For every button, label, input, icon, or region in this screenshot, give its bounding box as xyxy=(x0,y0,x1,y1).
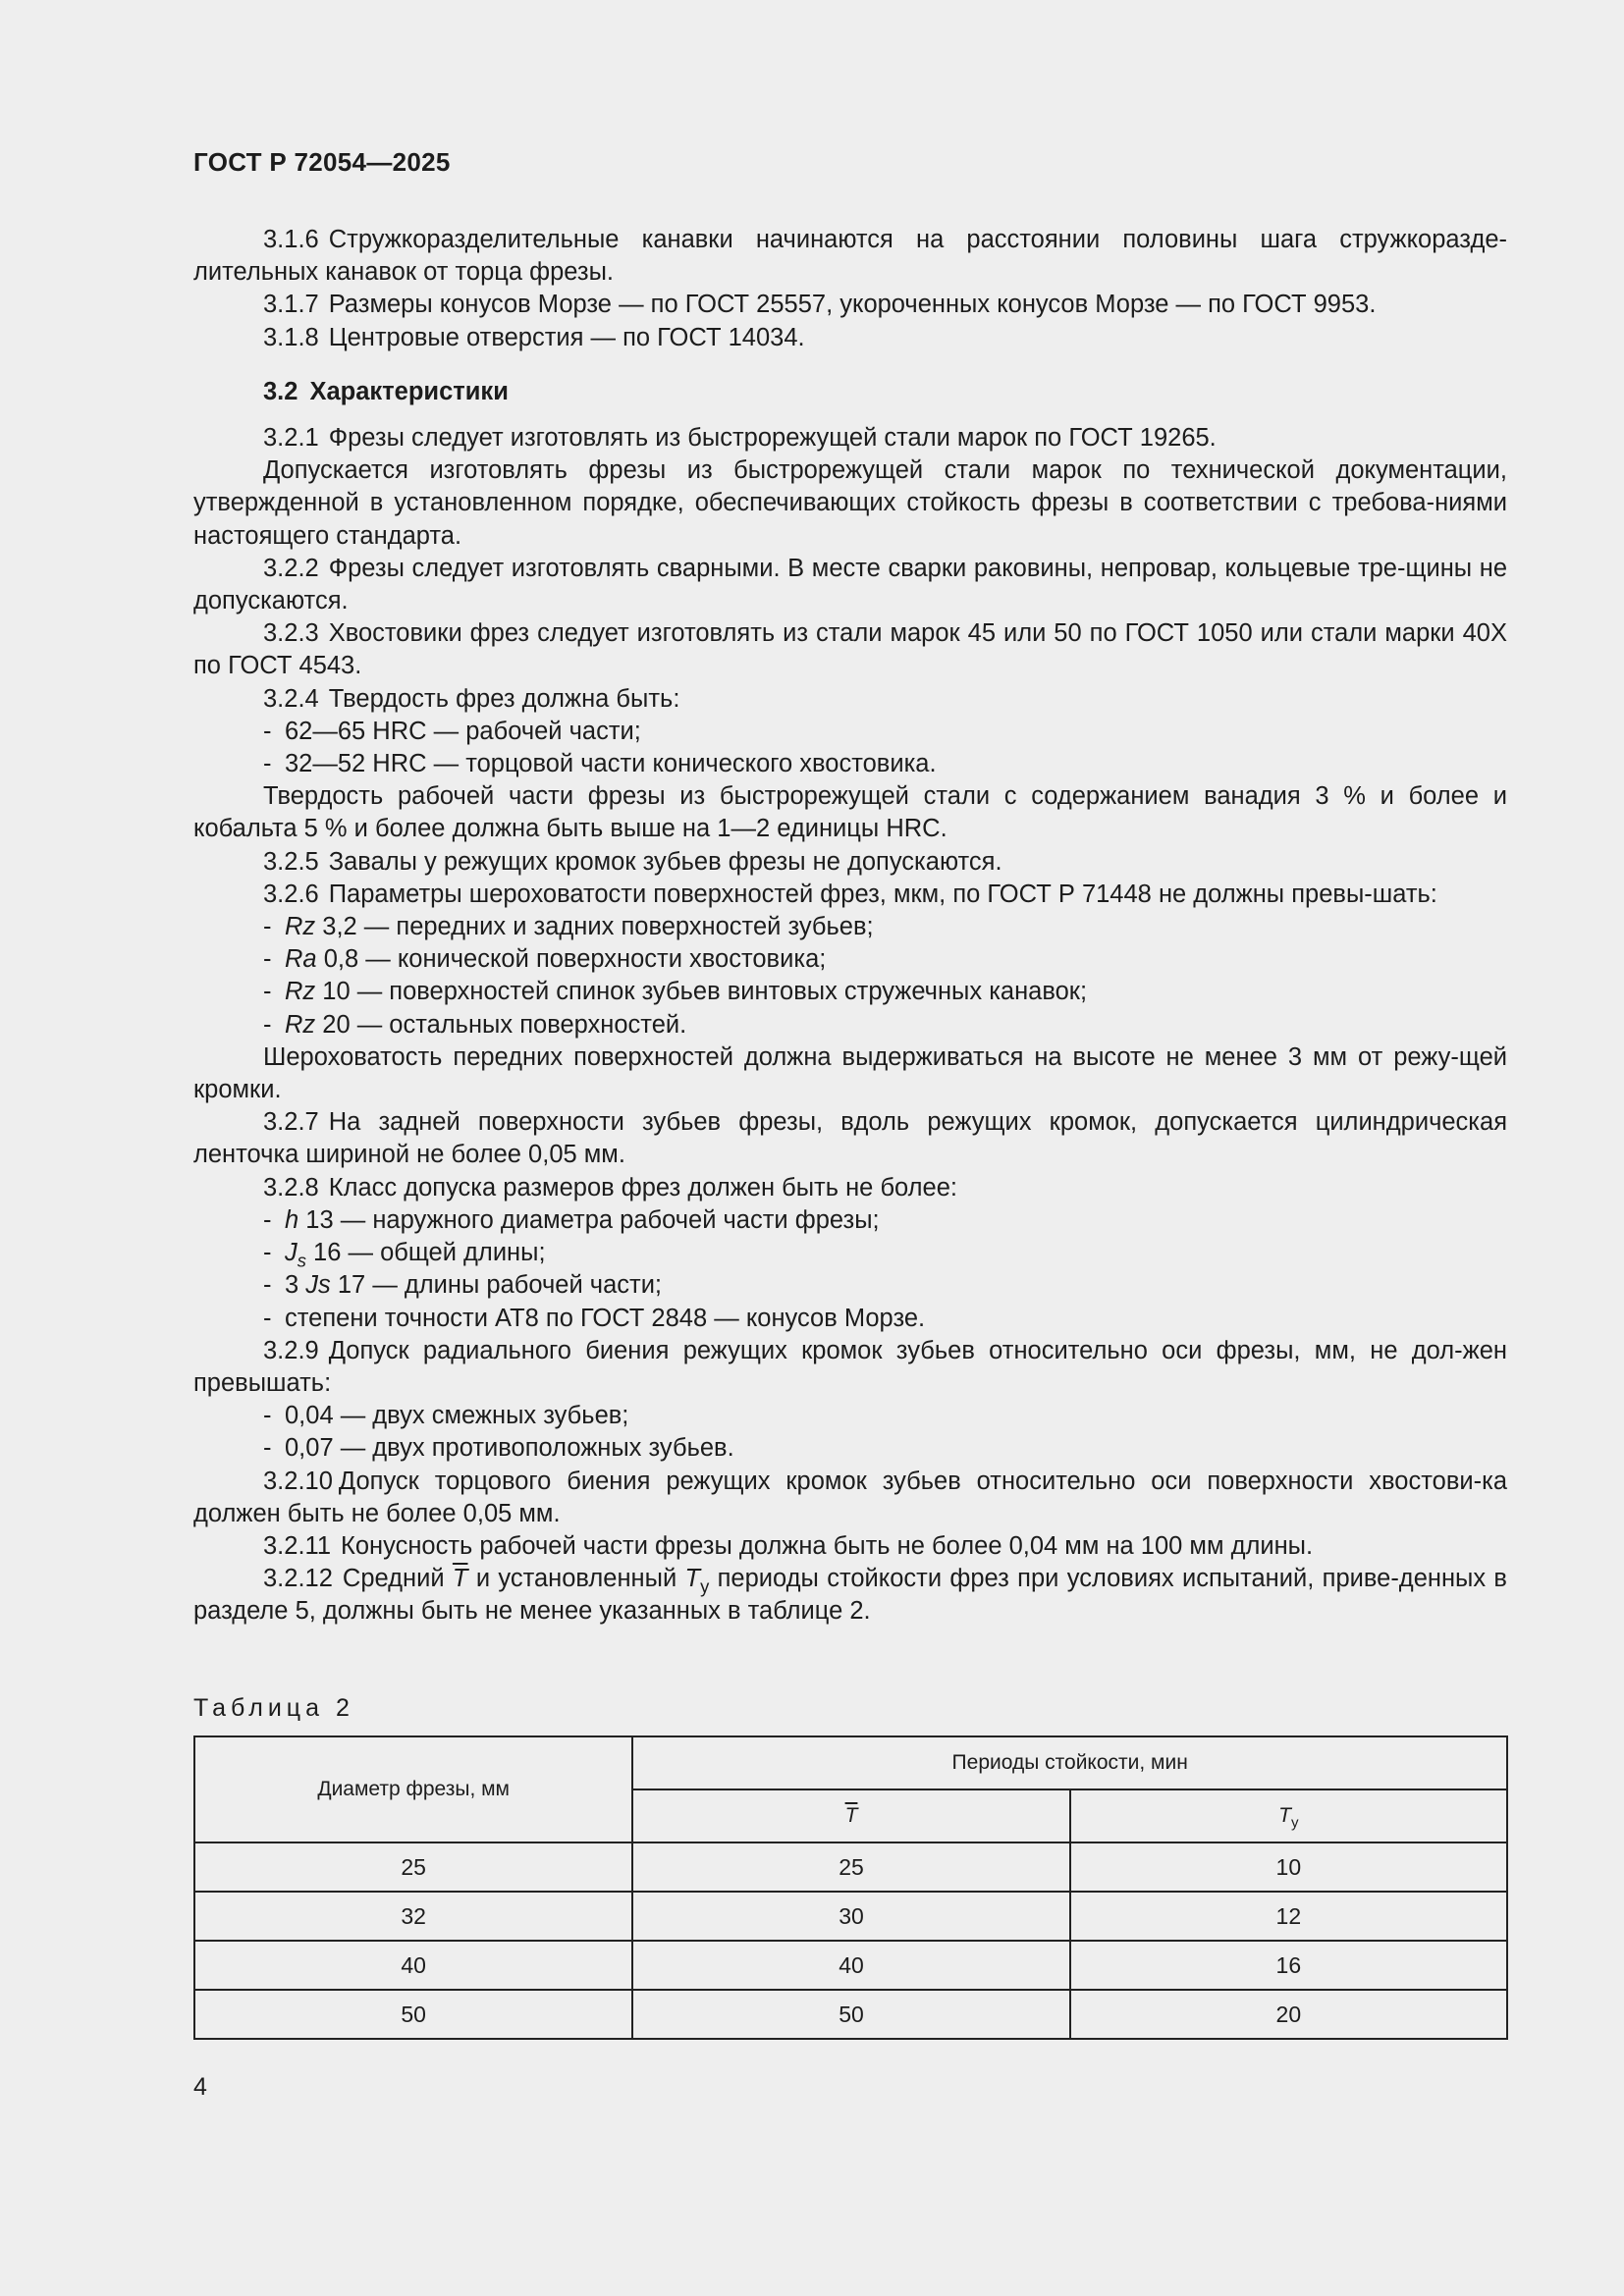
clause-number: 3.2.12 xyxy=(263,1565,333,1593)
page-number: 4 xyxy=(193,2073,207,2101)
clause-number: 3.2.4 xyxy=(263,684,319,713)
paragraph-3-2-6 xyxy=(193,879,1507,911)
list-item: - Ra 0,8 — конической поверхности хвостовика; xyxy=(263,945,827,974)
paragraph-3-2-2 xyxy=(193,553,1507,617)
clause-number: 3.2.7 xyxy=(263,1108,319,1137)
list-item: - 3 Js 17 — длины рабочей части; xyxy=(263,1271,663,1300)
clause-text: Конусность рабочей части фрезы должна быть не более 0,04 мм на 100 мм длины. xyxy=(341,1531,1314,1560)
section-title: Характеристики xyxy=(309,377,509,405)
section-heading-3-2 xyxy=(193,376,1507,408)
paragraph-3-2-4 xyxy=(193,683,1507,716)
mean-life-symbol: $\overline{T}$ xyxy=(452,1565,468,1593)
paragraph-3-2-9 xyxy=(193,1335,1507,1400)
list-item: - степени точности АТ8 по ГОСТ 2848 — конусов Морзе. xyxy=(263,1304,926,1332)
column-header-periods: Периоды стойкости, мин xyxy=(632,1736,1507,1789)
tolerance-symbol: J xyxy=(285,1239,298,1267)
table-row xyxy=(194,1842,1507,1892)
list-item: - 0,04 — двух смежных зубьев; xyxy=(263,1402,629,1430)
paragraph-3-2-3 xyxy=(193,617,1507,682)
paragraph-3-1-8 xyxy=(193,322,1507,354)
clause-text: Допуск радиального биения режущих кромок зубьев относительно оси фрезы, мм, не дол-жен превышать: xyxy=(193,1336,1507,1397)
list-item: - h 13 — наружного диаметра рабочей части фрезы; xyxy=(263,1205,880,1234)
paragraph-3-2-4-cont: Твердость рабочей части фрезы из быстрорежущей стали с содержанием ванадия 3 % и более и кобальта 5 % и более должна быть выше на 1—2 единицы HRC. xyxy=(193,782,1507,843)
paragraph-3-2-5 xyxy=(193,846,1507,879)
tolerance-subscript: s xyxy=(297,1250,306,1271)
table-row xyxy=(194,1892,1507,1941)
durability-table xyxy=(193,1735,1508,2040)
clause-number: 3.1.7 xyxy=(263,291,319,319)
cell-set-life: 12 xyxy=(1070,1892,1507,1941)
paragraph-3-2-10 xyxy=(193,1466,1507,1530)
clause-number: 3.2.11 xyxy=(263,1531,332,1560)
roughness-symbol: Rz xyxy=(285,913,316,941)
list-item: - Rz 10 — поверхностей спинок зубьев винтовых стружечных канавок; xyxy=(263,978,1088,1006)
clause-text: Фрезы следует изготовлять из быстрорежущей стали марок по ГОСТ 19265. xyxy=(328,424,1217,453)
roughness-symbol: Ra xyxy=(285,945,317,974)
cell-diameter: 32 xyxy=(194,1892,632,1941)
clause-text: Центровые отверстия — по ГОСТ 14034. xyxy=(328,323,805,351)
clause-text: На задней поверхности зубьев фрезы, вдоль режущих кромок, допускается цилиндрическая ленточка шириной не более 0,05 мм. xyxy=(193,1108,1507,1169)
paragraph-3-1-6 xyxy=(193,224,1507,289)
document-header: ГОСТ Р 72054—2025 xyxy=(193,147,451,177)
clause-text: Стружкоразделительные канавки начинаются на расстоянии половины шага стружкоразде-лительных канавок от торца фрезы. xyxy=(193,226,1507,287)
set-life-subscript: у xyxy=(700,1575,710,1597)
paragraph-3-2-8 xyxy=(193,1172,1507,1204)
clause-text: Твердость фрез должна быть: xyxy=(328,684,680,713)
column-header-mean-life: $\overline{T}$ xyxy=(632,1789,1069,1842)
clause-text: Допуск торцового биения режущих кромок зубьев относительно оси поверхности хвостови-ка должен быть не более 0,05 мм. xyxy=(193,1467,1507,1527)
cell-set-life: 20 xyxy=(1070,1990,1507,2039)
clause-number: 3.2.1 xyxy=(263,424,319,453)
clause-number: 3.2.5 xyxy=(263,847,319,876)
cell-mean-life: 50 xyxy=(632,1990,1069,2039)
column-header-set-life: $T_у$ xyxy=(1070,1789,1507,1842)
cell-set-life: 10 xyxy=(1070,1842,1507,1892)
roughness-symbol: Rz xyxy=(285,978,316,1006)
clause-number: 3.2.8 xyxy=(263,1173,319,1201)
clause-text: Размеры конусов Морзе — по ГОСТ 25557, укороченных конусов Морзе — по ГОСТ 9953. xyxy=(328,291,1377,319)
clause-number: 3.2.10 xyxy=(263,1467,333,1495)
paragraph-3-2-12: 3.2.12 Средний $\overline{T}$ и установленный $T_у$ периоды стойкости фрез при условиях испытаний, приве-денных в разделе 5, должны быть не менее указанных в таблице 2. xyxy=(193,1565,1507,1626)
paragraph-3-1-7 xyxy=(193,289,1507,321)
cell-mean-life: 25 xyxy=(632,1842,1069,1892)
list-item: - 62—65 HRC — рабочей части; xyxy=(263,717,641,745)
clause-number: 3.1.6 xyxy=(263,226,319,253)
table-row xyxy=(194,1990,1507,2039)
clause-text: Класс допуска размеров фрез должен быть не более: xyxy=(328,1173,957,1201)
cell-diameter: 40 xyxy=(194,1941,632,1990)
clause-text: Завалы у режущих кромок зубьев фрезы не допускаются. xyxy=(328,847,1002,876)
list-item: - 32—52 HRC — торцовой части конического хвостовика. xyxy=(263,750,937,778)
column-header-diameter: Диаметр фрезы, мм xyxy=(194,1736,632,1842)
clause-number: 3.2.6 xyxy=(263,880,319,908)
clause-number: 3.2.2 xyxy=(263,554,319,582)
clause-text: Фрезы следует изготовлять сварными. В месте сварки раковины, непровар, кольцевые тре-щины не допускаются. xyxy=(193,554,1507,615)
clause-number: 3.2.9 xyxy=(263,1336,319,1364)
list-item: - Rz 20 — остальных поверхностей. xyxy=(263,1010,687,1039)
table-caption: Таблица 2 xyxy=(193,1694,354,1722)
paragraph-3-2-1-cont: Допускается изготовлять фрезы из быстрорежущей стали марок по технической документации, утвержденной в установленном порядке, обеспечивающих стойкость фрезы в соответствии с требова-ниями настоящего стандарта. xyxy=(193,456,1507,550)
clause-number: 3.1.8 xyxy=(263,323,319,351)
cell-diameter: 50 xyxy=(194,1990,632,2039)
clause-number: 3.2.3 xyxy=(263,619,319,648)
cell-mean-life: 30 xyxy=(632,1892,1069,1941)
paragraph-3-2-6-cont: Шероховатость передних поверхностей должна выдерживаться на высоте не менее 3 мм от режу-щей кромки. xyxy=(193,1042,1507,1104)
set-life-symbol: T xyxy=(684,1565,701,1593)
list-item: - $J_s$ 16 — общей длины; xyxy=(263,1239,546,1271)
list-item: - 0,07 — двух противоположных зубьев. xyxy=(263,1434,734,1463)
tolerance-symbol: Js xyxy=(305,1271,331,1300)
document-body xyxy=(193,224,1507,1629)
cell-mean-life: 40 xyxy=(632,1941,1069,1990)
cell-diameter: 25 xyxy=(194,1842,632,1892)
clause-text: Хвостовики фрез следует изготовлять из стали марок 45 или 50 по ГОСТ 1050 или стали марки 40Х по ГОСТ 4543. xyxy=(193,619,1507,680)
paragraph-3-2-11 xyxy=(193,1530,1507,1563)
section-number: 3.2 xyxy=(263,377,298,405)
tolerance-symbol: h xyxy=(285,1205,299,1234)
paragraph-3-2-7 xyxy=(193,1106,1507,1171)
list-item: - Rz 3,2 — передних и задних поверхностей зубьев; xyxy=(263,913,874,941)
cell-set-life: 16 xyxy=(1070,1941,1507,1990)
roughness-symbol: Rz xyxy=(285,1010,316,1039)
clause-text: Параметры шероховатости поверхностей фрез, мкм, по ГОСТ Р 71448 не должны превы-шать: xyxy=(328,880,1437,908)
table-row xyxy=(194,1941,1507,1990)
paragraph-3-2-1 xyxy=(193,422,1507,454)
